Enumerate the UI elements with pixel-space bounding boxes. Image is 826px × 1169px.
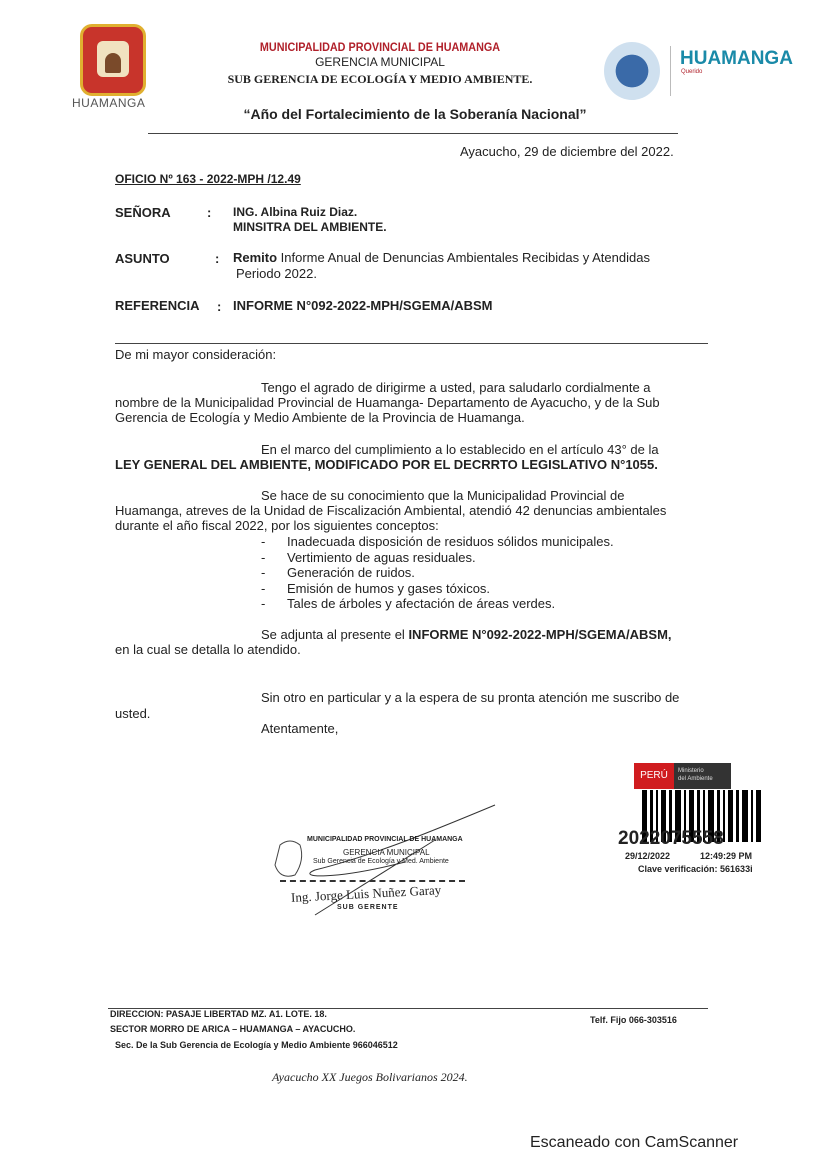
colon: :	[207, 205, 212, 220]
seal-line: GERENCIA MUNICIPAL	[343, 848, 430, 857]
huamanga-brand-logo	[604, 42, 660, 100]
header-line1: MUNICIPALIDAD PROVINCIAL DE HUAMANGA	[259, 40, 501, 54]
greeting: De mi mayor consideración:	[115, 347, 277, 362]
referencia-label: REFERENCIA	[115, 298, 200, 313]
paragraph2-law: LEY GENERAL DEL AMBIENTE, MODIFICADO POR EL DECRRTO LEGISLATIVO N°1055.	[115, 457, 658, 472]
referencia-value: INFORME N°092-2022-MPH/SGEMA/ABSM	[233, 298, 493, 313]
seal-line: Sub Gerencia de Ecología y Med. Ambiente	[313, 858, 449, 865]
signer-role: SUB GERENTE	[337, 904, 399, 911]
body-divider	[115, 343, 708, 344]
paragraph1-line: Tengo el agrado de dirigirme a usted, para saludarlo cordialmente a	[261, 380, 651, 395]
footer-address: SECTOR MORRO DE ARICA – HUAMANGA – AYACUCHO.	[110, 1024, 356, 1034]
paragraph4-line: Se adjunta al presente el INFORME N°092-2022-MPH/SGEMA/ABSM,	[261, 627, 672, 642]
municipal-coat-of-arms	[80, 24, 146, 96]
year-motto: “Año del Fortalecimiento de la Soberanía Nacional”	[243, 106, 587, 122]
paragraph2-line: En el marco del cumplimiento a lo establecido en el artículo 43° de la	[261, 442, 659, 457]
header-divider	[148, 133, 678, 134]
footer-address: DIRECCION: PASAJE LIBERTAD MZ. A1. LOTE. 18.	[110, 1009, 327, 1019]
asunto-line2: Periodo 2022.	[236, 266, 317, 281]
signature-block	[255, 800, 505, 920]
camscanner-watermark: Escaneado con CamScanner	[530, 1134, 739, 1151]
footer-address: Sec. De la Sub Gerencia de Ecología y Medio Ambiente 966046512	[115, 1040, 398, 1050]
ministry-reception-stamp	[610, 760, 800, 880]
seal-line: MUNICIPALIDAD PROVINCIAL DE HUAMANGA	[307, 836, 463, 843]
recipient-name: ING. Albina Ruiz Diaz.	[233, 205, 358, 219]
letter-date: Ayacucho, 29 de diciembre del 2022.	[460, 144, 674, 159]
paragraph5-line: Sin otro en particular y a la espera de su pronta atención me suscribo de	[261, 690, 680, 705]
logo-right-sub: Querido	[681, 69, 703, 75]
list-item: - Tales de árboles y afectación de áreas verdes.	[261, 596, 556, 611]
paragraph3-line: Se hace de su conocimiento que la Municipalidad Provincial de	[261, 488, 625, 503]
paragraph1-line: Gerencia de Ecología y Medio Ambiente de la Provincia de Huamanga.	[115, 410, 525, 425]
footer-slogan: Ayacucho XX Juegos Bolivarianos 2024.	[272, 1070, 468, 1084]
logo-left-text: HUAMANGA	[72, 96, 146, 110]
paragraph1-line: nombre de la Municipalidad Provincial de Huamanga- Departamento de Ayacucho, y de la Sub	[115, 395, 660, 410]
paragraph5-line: usted.	[115, 706, 151, 721]
paragraph4-line: en la cual se detalla lo atendido.	[115, 642, 301, 657]
header-line3: SUB GERENCIA DE ECOLOGÍA Y MEDIO AMBIENTE.	[227, 72, 533, 86]
asunto-bold: Remito	[233, 250, 278, 265]
stamp-time: 12:49:29 PM	[700, 851, 753, 861]
header-line2: GERENCIA MUNICIPAL	[315, 55, 445, 69]
signer-name: Ing. Jorge Luis Nuñez Garay	[290, 882, 442, 905]
list-item: - Emisión de humos y gases tóxicos.	[261, 580, 491, 596]
paragraph3-line: durante el año fiscal 2022, por los siguientes conceptos:	[115, 518, 439, 533]
paragraph3-line: Huamanga, atreves de la Unidad de Fiscalización Ambiental, atendió 42 denuncias ambientales	[115, 503, 667, 518]
colon: :	[215, 251, 220, 266]
asunto-rest: Informe Anual de Denuncias Ambientales Recibidas y Atendidas	[277, 250, 650, 265]
footer-phone: Telf. Fijo 066-303516	[590, 1015, 677, 1025]
concepts-list	[261, 534, 614, 612]
recipient-title: MINSITRA DEL AMBIENTE.	[233, 220, 387, 234]
senora-label: SEÑORA	[115, 205, 171, 220]
asunto-text	[233, 250, 650, 265]
list-item: - Vertimiento de aguas residuales.	[261, 549, 476, 565]
stamp-number: 2022075558	[618, 828, 724, 849]
list-item: - Inadecuada disposición de residuos sólidos municipales.	[261, 534, 614, 549]
oficio-number: OFICIO Nº 163 - 2022-MPH /12.49	[115, 172, 301, 186]
logo-right-text: HUAMANGA	[680, 48, 793, 69]
logo-divider	[670, 46, 671, 96]
colon: :	[217, 299, 222, 314]
asunto-label: ASUNTO	[115, 251, 170, 266]
stamp-date: 29/12/2022	[625, 851, 671, 861]
stamp-verification-code: Clave verificación: 561633i	[638, 864, 753, 874]
list-item: - Generación de ruidos.	[261, 565, 415, 580]
peru-badge: PERÚ	[634, 763, 674, 789]
ministry-name: Ministerio del Ambiente	[674, 763, 731, 789]
closing: Atentamente,	[261, 721, 339, 736]
